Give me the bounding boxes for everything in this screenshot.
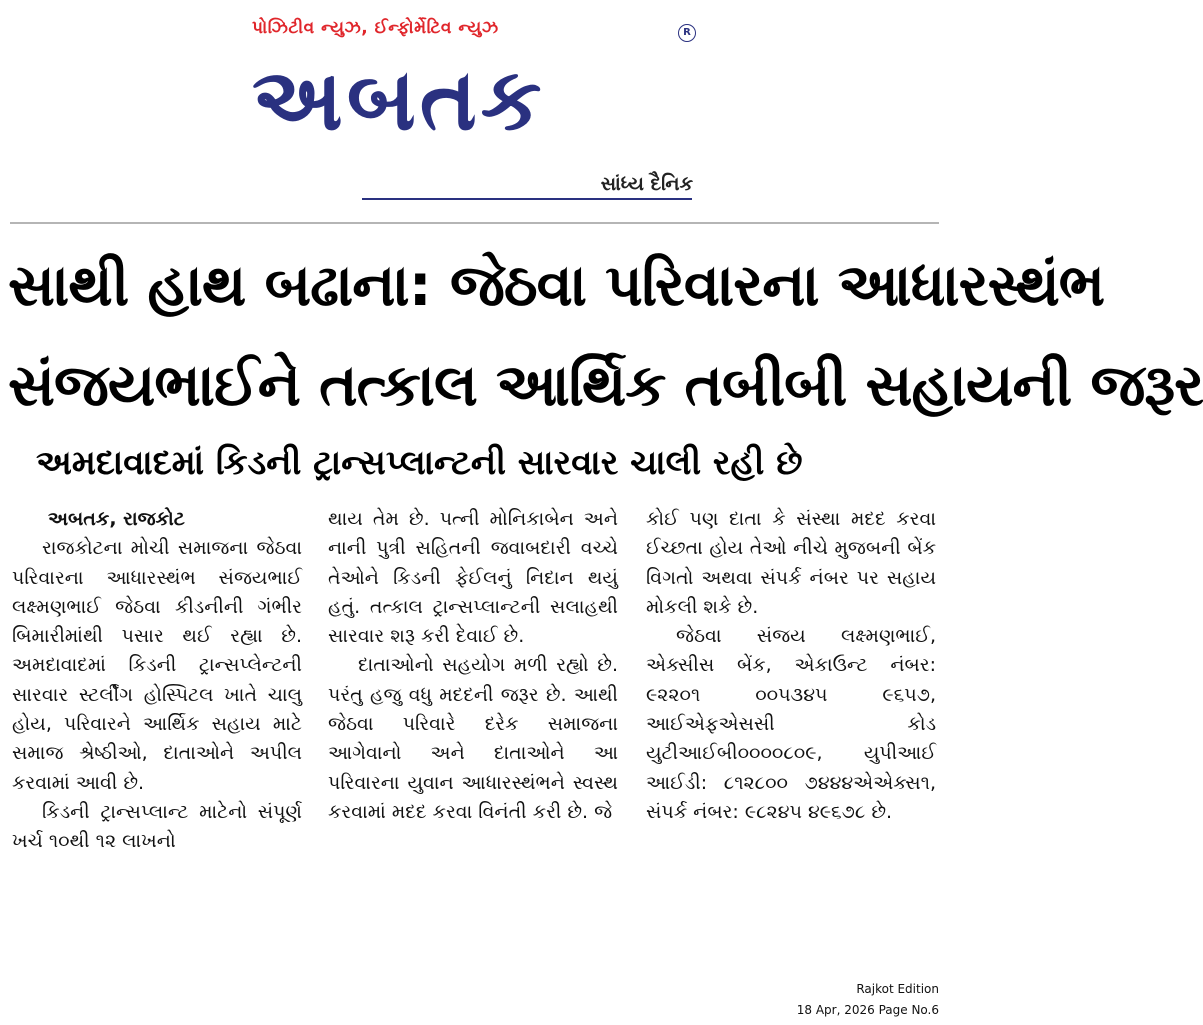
edition-type: સાંધ્ય દૈનિક [600, 173, 693, 195]
paragraph: થાય તેમ છે. પત્ની મોનિકાબેન અને નાની પુત્રી સહિતની જવાબદારી વચ્ચે તેઓને કિડની ફેઈલનું નિદાન થયું હતું. તત્કાલ ટ્રાન્સપ્લાન્ટની સલાહથી સારવાર શરૂ કરી દેવાઈ છે. [328, 508, 618, 648]
masthead-divider [10, 222, 939, 224]
headline-line-2: સંજયભાઈને તત્કાલ આર્થિક તબીબી સહાયની જરૂર [8, 351, 1203, 419]
paragraph: દાતાઓનો સહયોગ મળી રહ્યો છે. પરંતુ હજુ વધુ મદદની જરૂર છે. આથી જેઠવા પરિવારે દરેક સમાજના આગેવાનો અને દાતાઓને આ પરિવારના યુવાન આધારસ્થંભને સ્વસ્થ કરવામાં મદદ કરવા વિનંતી કરી છે. જે [328, 654, 618, 823]
dateline: અબતક, રાજકોટ [48, 508, 185, 530]
masthead [0, 0, 949, 215]
article-column-1 [12, 505, 302, 857]
newspaper-logo: અબતક [252, 50, 546, 150]
registered-mark-icon: R [678, 24, 696, 42]
date-page-label: 18 Apr, 2026 Page No.6 [796, 1003, 939, 1017]
article-column-3 [646, 505, 936, 827]
paragraph: રાજકોટના મોચી સમાજના જેઠવા પરિવારના આધારસ્થંભ સંજયભાઈ લક્ષ્મણભાઈ જેઠવા કીડનીની ગંભીર બિમારીમાંથી પસાર થઈ રહ્યા છે. અમદાવાદમાં કિડની ટ્રાન્સપ્લેન્ટની સારવાર સ્ટર્લીંગ હોસ્પિટલ ખાતે ચાલુ હોય, પરિવારને આર્થિક સહાય માટે સમાજ શ્રેષ્ઠીઓ, દાતાઓને અપીલ કરવામાં આવી છે. [12, 537, 302, 794]
edition-label: Rajkot Edition [856, 982, 939, 996]
subheadline: અમદાવાદમાં કિડની ટ્રાન્સપ્લાન્ટની સારવાર ચાલી રહી છે [36, 443, 803, 483]
paragraph: જેઠવા સંજય લક્ષ્મણભાઈ, એક્સીસ બેંક, એકાઉન્ટ નંબર: ૯૨૨૦૧ ૦૦૫૩૪૫ ૯૬૫૭, આઈએફએસસી કોડ યુટીઆઈબી૦૦૦૦૮૦૯, યુપીઆઈ આઈડી: ૮૧૨૮૦૦ ૭૪૪૪એએક્સ૧, સંપર્ક નંબર: ૯૮૨૪૫ ૪૯૬૭૮ છે. [646, 625, 936, 823]
paragraph: કોઈ પણ દાતા કે સંસ્થા મદદ કરવા ઈચ્છતા હોય તેઓ નીચે મુજબની બેંક વિગતો અથવા સંપર્ક નંબર પર સહાય મોકલી શકે છે. [646, 508, 936, 618]
tagline: પોઝિટીવ ન્યુઝ, ઈન્ફોર્મેટિવ ન્યુઝ [252, 18, 499, 38]
article-column-2 [328, 505, 618, 827]
paragraph: કિડની ટ્રાન્સપ્લાન્ટ માટેનો સંપૂર્ણ ખર્ચ ૧૦થી ૧૨ લાખનો [12, 800, 302, 853]
logo-underline [362, 198, 692, 200]
headline-line-1: સાથી હાથ બઢાના: જેઠવા પરિવારના આધારસ્થંભ [8, 251, 1105, 319]
